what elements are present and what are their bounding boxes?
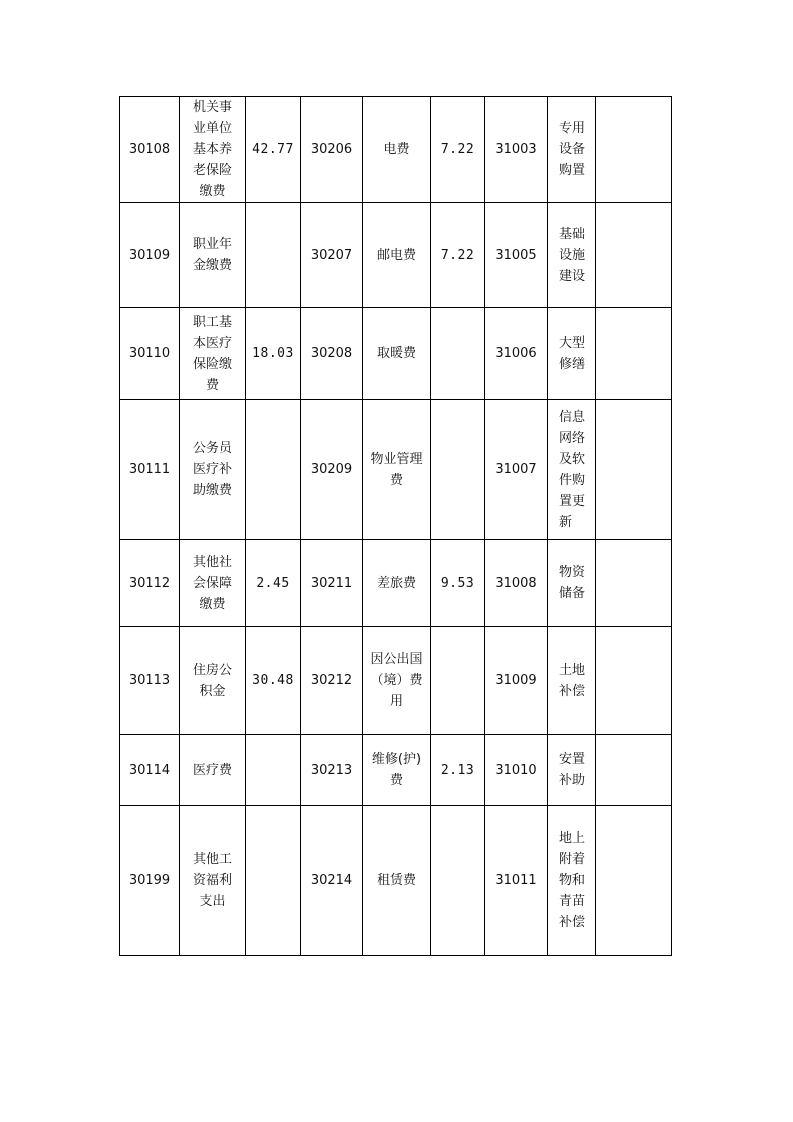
economic-code-cell: 31011 <box>485 806 548 956</box>
amount-cell <box>596 308 672 400</box>
economic-code-cell: 31010 <box>485 735 548 806</box>
economic-code-cell: 31007 <box>485 400 548 540</box>
item-name-cell: 地上 附着 物和 青苗 补偿 <box>548 806 596 956</box>
economic-code-cell: 30114 <box>120 735 180 806</box>
item-name-cell: 专用 设备 购置 <box>548 97 596 203</box>
amount-cell <box>596 203 672 308</box>
table-row <box>120 627 672 735</box>
amount-cell <box>246 203 301 308</box>
budget-expenditure-table <box>119 96 672 956</box>
amount-cell <box>431 627 485 735</box>
economic-code-cell: 30208 <box>301 308 363 400</box>
item-name-cell: 医疗费 <box>180 735 246 806</box>
item-name-cell: 住房公 积金 <box>180 627 246 735</box>
item-name-cell: 信息 网络 及软 件购 置更 新 <box>548 400 596 540</box>
table-row <box>120 97 672 203</box>
amount-cell <box>596 627 672 735</box>
amount-cell <box>596 806 672 956</box>
amount-cell: 42.77 <box>246 97 301 203</box>
item-name-cell: 电费 <box>363 97 431 203</box>
economic-code-cell: 30112 <box>120 540 180 627</box>
economic-code-cell: 30113 <box>120 627 180 735</box>
amount-cell <box>596 400 672 540</box>
economic-code-cell: 30111 <box>120 400 180 540</box>
item-name-cell: 大型 修缮 <box>548 308 596 400</box>
table-row <box>120 806 672 956</box>
item-name-cell: 差旅费 <box>363 540 431 627</box>
amount-cell: 7.22 <box>431 97 485 203</box>
economic-code-cell: 30199 <box>120 806 180 956</box>
item-name-cell: 基础 设施 建设 <box>548 203 596 308</box>
item-name-cell: 公务员 医疗补 助缴费 <box>180 400 246 540</box>
amount-cell: 7.22 <box>431 203 485 308</box>
item-name-cell: 职工基 本医疗 保险缴 费 <box>180 308 246 400</box>
economic-code-cell: 30212 <box>301 627 363 735</box>
economic-code-cell: 31003 <box>485 97 548 203</box>
table-row <box>120 203 672 308</box>
item-name-cell: 因公出国 （境）费 用 <box>363 627 431 735</box>
amount-cell <box>596 735 672 806</box>
amount-cell <box>246 806 301 956</box>
table-row <box>120 735 672 806</box>
economic-code-cell: 31005 <box>485 203 548 308</box>
amount-cell <box>431 806 485 956</box>
economic-code-cell: 31009 <box>485 627 548 735</box>
amount-cell <box>431 308 485 400</box>
table-row <box>120 308 672 400</box>
amount-cell <box>596 540 672 627</box>
economic-code-cell: 30209 <box>301 400 363 540</box>
item-name-cell: 机关事 业单位 基本养 老保险 缴费 <box>180 97 246 203</box>
economic-code-cell: 30108 <box>120 97 180 203</box>
amount-cell <box>246 400 301 540</box>
item-name-cell: 其他社 会保障 缴费 <box>180 540 246 627</box>
economic-code-cell: 30110 <box>120 308 180 400</box>
amount-cell: 2.45 <box>246 540 301 627</box>
item-name-cell: 租赁费 <box>363 806 431 956</box>
economic-code-cell: 30206 <box>301 97 363 203</box>
amount-cell: 2.13 <box>431 735 485 806</box>
item-name-cell: 取暖费 <box>363 308 431 400</box>
table-row <box>120 400 672 540</box>
amount-cell <box>246 735 301 806</box>
amount-cell: 18.03 <box>246 308 301 400</box>
economic-code-cell: 30207 <box>301 203 363 308</box>
item-name-cell: 职业年 金缴费 <box>180 203 246 308</box>
item-name-cell: 维修(护) 费 <box>363 735 431 806</box>
economic-code-cell: 30214 <box>301 806 363 956</box>
economic-code-cell: 31006 <box>485 308 548 400</box>
item-name-cell: 物业管理 费 <box>363 400 431 540</box>
item-name-cell: 物资 储备 <box>548 540 596 627</box>
item-name-cell: 土地 补偿 <box>548 627 596 735</box>
table-row <box>120 540 672 627</box>
amount-cell: 9.53 <box>431 540 485 627</box>
item-name-cell: 其他工 资福利 支出 <box>180 806 246 956</box>
economic-code-cell: 30213 <box>301 735 363 806</box>
economic-code-cell: 31008 <box>485 540 548 627</box>
economic-code-cell: 30109 <box>120 203 180 308</box>
item-name-cell: 安置 补助 <box>548 735 596 806</box>
amount-cell <box>596 97 672 203</box>
amount-cell: 30.48 <box>246 627 301 735</box>
amount-cell <box>431 400 485 540</box>
item-name-cell: 邮电费 <box>363 203 431 308</box>
economic-code-cell: 30211 <box>301 540 363 627</box>
